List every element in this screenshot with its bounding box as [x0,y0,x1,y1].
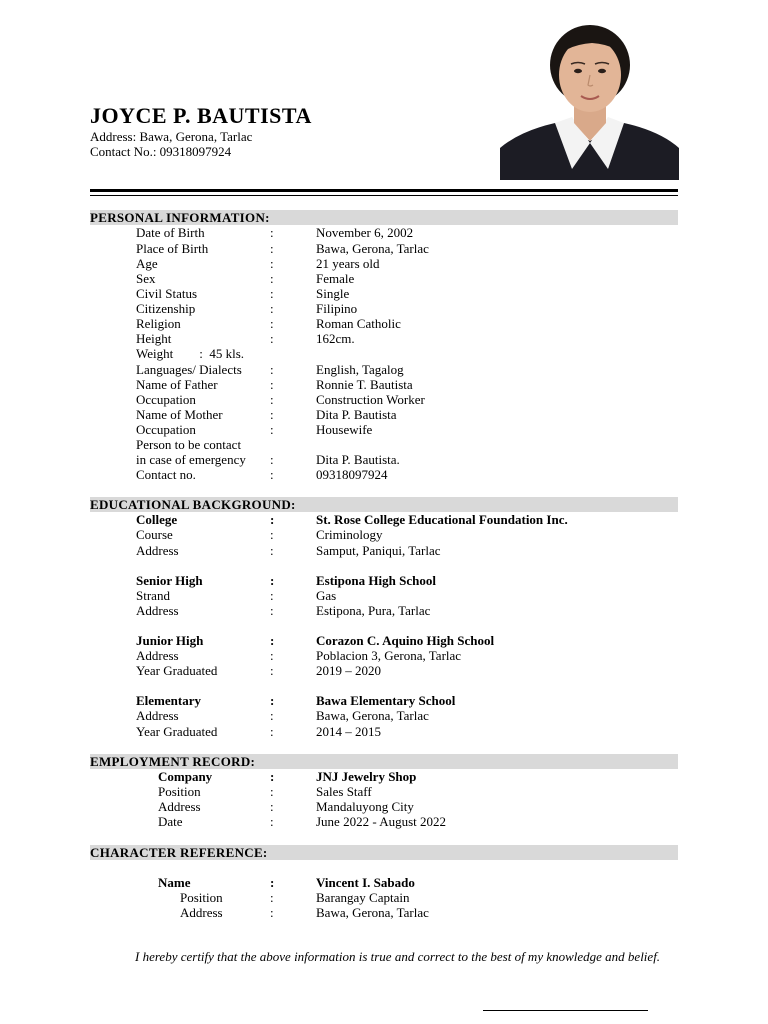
applicant-name: JOYCE P. BAUTISTA [90,103,312,128]
personal-row: Weight : 45 kls. [136,346,245,361]
header-address: Address: Bawa, Gerona, Tarlac [90,129,253,144]
personal-row: Occupation : Construction Worker [136,392,425,407]
personal-row: in case of emergency : Dita P. Bautista. [136,452,400,467]
reference-row: Position : Barangay Captain [180,890,410,905]
section-personal-information: PERSONAL INFORMATION: [90,210,678,225]
header-divider-thick [90,189,678,192]
personal-row: Place of Birth : Bawa, Gerona, Tarlac [136,241,429,256]
personal-row: Sex : Female [136,271,355,286]
reference-name-row: Name : Vincent I. Sabado [158,875,415,890]
employment-row: Date : June 2022 - August 2022 [158,814,446,829]
section-employment-record: EMPLOYMENT RECORD: [90,754,678,769]
education-row: Address : Bawa, Gerona, Tarlac [136,708,429,723]
signature-line [483,1010,648,1011]
header-divider-thin [90,195,678,196]
education-school-row: Senior High : Estipona High School [136,573,436,588]
education-school-row: College : St. Rose College Educational Foundation Inc. [136,512,568,527]
education-row: Course : Criminology [136,527,383,542]
education-row: Address : Estipona, Pura, Tarlac [136,603,431,618]
certification-statement: I hereby certify that the above information is true and correct to the best of my knowledge and belief. [135,949,661,964]
personal-row: Civil Status : Single [136,286,350,301]
personal-row: Height : 162cm. [136,331,355,346]
personal-row: Languages/ Dialects : English, Tagalog [136,362,404,377]
education-row: Address : Poblacion 3, Gerona, Tarlac [136,648,462,663]
education-row: Year Graduated : 2014 – 2015 [136,724,381,739]
section-character-reference: CHARACTER REFERENCE: [90,845,678,860]
personal-row: Name of Mother : Dita P. Bautista [136,407,397,422]
employment-company-row: Company : JNJ Jewelry Shop [158,769,417,784]
personal-row: Date of Birth : November 6, 2002 [136,225,414,240]
header-contact: Contact No.: 09318097924 [90,144,232,159]
reference-row: Address : Bawa, Gerona, Tarlac [180,905,429,920]
personal-row: Citizenship : Filipino [136,301,358,316]
education-row: Strand : Gas [136,588,337,603]
personal-row: Name of Father : Ronnie T. Bautista [136,377,413,392]
employment-row: Position : Sales Staff [158,784,372,799]
education-school-row: Junior High : Corazon C. Aquino High School [136,633,495,648]
applicant-photo [500,23,679,180]
personal-row: Person to be contact [136,437,242,452]
education-row: Year Graduated : 2019 – 2020 [136,663,381,678]
section-educational-background: EDUCATIONAL BACKGROUND: [90,497,678,512]
employment-row: Address : Mandaluyong City [158,799,414,814]
education-school-row: Elementary : Bawa Elementary School [136,693,456,708]
education-row: Address : Samput, Paniqui, Tarlac [136,543,441,558]
personal-row: Religion : Roman Catholic [136,316,401,331]
personal-row: Age : 21 years old [136,256,380,271]
personal-row: Occupation : Housewife [136,422,373,437]
personal-row: Contact no. : 09318097924 [136,467,388,482]
